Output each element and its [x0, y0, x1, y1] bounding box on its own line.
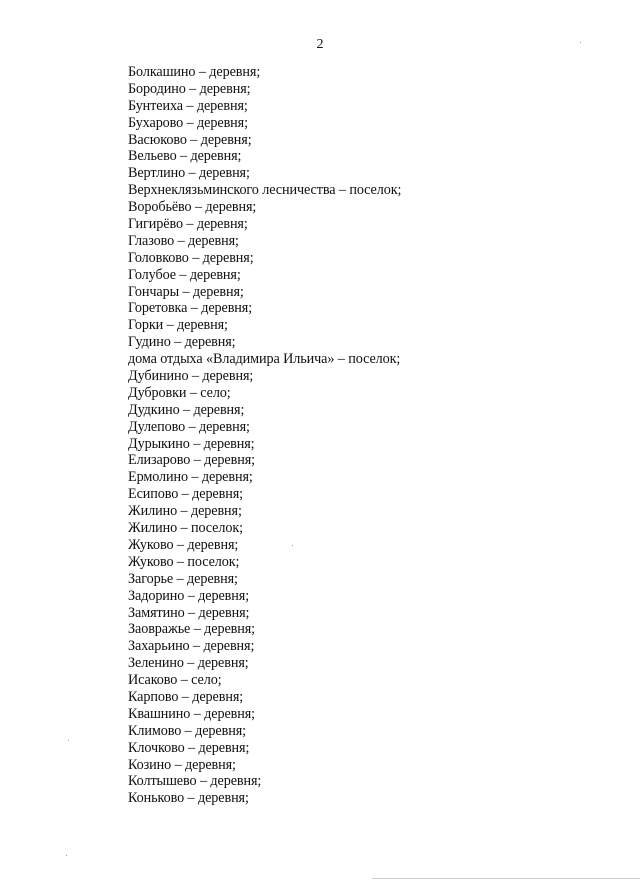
settlement-list-item: Верхнеклязьминского лесничества – поселок;	[128, 182, 402, 199]
settlement-list-item: Елизарово – деревня;	[128, 452, 255, 469]
settlement-list-item: Захарьино – деревня;	[128, 638, 255, 655]
settlement-list-item: дома отдыха «Владимира Ильича» – поселок;	[128, 351, 401, 368]
settlement-list-item: Климово – деревня;	[128, 722, 246, 739]
settlement-list-item: Исаково – село;	[128, 672, 222, 689]
settlement-list-item: Козино – деревня;	[128, 756, 236, 773]
settlement-list	[128, 64, 401, 807]
settlement-list-item: Вельево – деревня;	[128, 148, 242, 165]
settlement-list-item: Глазово – деревня;	[128, 232, 239, 249]
settlement-list-item: Дубровки – село;	[128, 384, 231, 401]
scan-speck	[66, 855, 67, 856]
settlement-list-item: Ермолино – деревня;	[128, 469, 253, 486]
settlement-list-item: Горки – деревня;	[128, 317, 228, 334]
settlement-list-item: Замятино – деревня;	[128, 604, 250, 621]
settlement-list-item: Есипово – деревня;	[128, 486, 243, 503]
settlement-list-item: Васюково – деревня;	[128, 131, 252, 148]
scan-speck	[68, 740, 69, 741]
settlement-list-item: Воробьёво – деревня;	[128, 199, 257, 216]
settlement-list-item: Бородино – деревня;	[128, 80, 251, 97]
scan-speck	[292, 545, 293, 546]
settlement-list-item: Клочково – деревня;	[128, 739, 250, 756]
settlement-list-item: Бухарово – деревня;	[128, 114, 248, 131]
settlement-list-item: Жуково – деревня;	[128, 536, 239, 553]
settlement-list-item: Дудкино – деревня;	[128, 401, 245, 418]
settlement-list-item: Горетовка – деревня;	[128, 300, 253, 317]
settlement-list-item: Гигирёво – деревня;	[128, 216, 248, 233]
settlement-list-item: Жилино – деревня;	[128, 503, 242, 520]
settlement-list-item: Жуково – поселок;	[128, 553, 240, 570]
settlement-list-item: Дурыкино – деревня;	[128, 435, 255, 452]
settlement-list-item: Задорино – деревня;	[128, 587, 250, 604]
settlement-list-item: Бунтеиха – деревня;	[128, 97, 248, 114]
settlement-list-item: Болкашино – деревня;	[128, 64, 261, 80]
settlement-list-item: Карпово – деревня;	[128, 688, 244, 705]
settlement-list-item: Голубое – деревня;	[128, 266, 241, 283]
settlement-list-item: Жилино – поселок;	[128, 520, 243, 537]
scan-speck	[580, 42, 581, 43]
settlement-list-item: Квашнино – деревня;	[128, 705, 256, 722]
page-number: 2	[316, 37, 324, 52]
settlement-list-item: Гудино – деревня;	[128, 334, 236, 351]
settlement-list-item: Гончары – деревня;	[128, 283, 244, 300]
settlement-list-item: Колтышево – деревня;	[128, 773, 262, 790]
settlement-list-item: Заовражье – деревня;	[128, 621, 256, 638]
scan-edge-line	[372, 878, 640, 879]
settlement-list-item: Загорье – деревня;	[128, 570, 238, 587]
settlement-list-item: Дубинино – деревня;	[128, 368, 254, 385]
settlement-list-item: Дулепово – деревня;	[128, 418, 250, 435]
settlement-list-item: Коньково – деревня;	[128, 790, 249, 807]
settlement-list-item: Зеленино – деревня;	[128, 655, 249, 672]
settlement-list-item: Вертлино – деревня;	[128, 165, 250, 182]
settlement-list-item: Головково – деревня;	[128, 249, 254, 266]
